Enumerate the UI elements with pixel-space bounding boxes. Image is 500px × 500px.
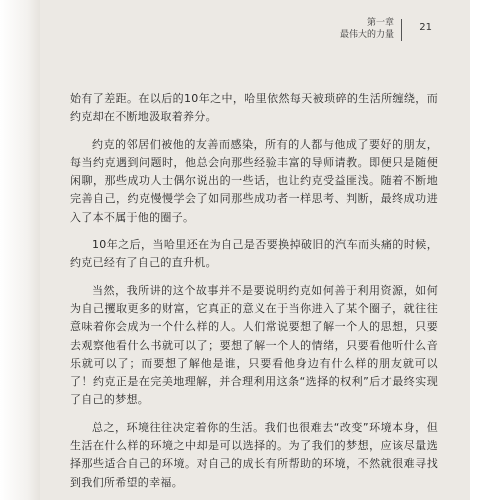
page-gutter-shadow (0, 0, 40, 500)
chapter-title: 最伟大的力量 (339, 30, 394, 40)
paragraph-5: 总之，环境往往决定着你的生活。我们也很难去“改变”环境本身，但生活在什么样的环境之中却是可以选择的。为了我们的梦想，应该尽量选择那些适合自己的环境。对自己的成长有所帮助的环境，不然就很难寻找到我们所希望的幸福。 (70, 420, 438, 489)
running-header (330, 18, 440, 52)
paragraph-2: 约克的邻居们被他的友善而感染，所有的人都与他成了要好的朋友，每当约克遇到问题时，他总会向那些经验丰富的导师请教。即便只是随便闲聊，那些成功人士偶尔说出的一些话，也让约克受益匪浅。随着不断地完善自己，约克慢慢学会了如同那些成功者一样思考、判断，最终成功进入了本不属于他的圈子。 (70, 137, 438, 224)
chapter-label: 第一章 (366, 18, 394, 28)
paragraph-3: 10年之后，当哈里还在为自己是否要换掉破旧的汽车而头痛的时候，约克已经有了自己的直升机。 (70, 238, 438, 270)
book-page (40, 0, 470, 500)
paragraph-4: 当然，我所讲的这个故事并不是要说明约克如何善于利用资源，如何为自己攫取更多的财富，它真正的意义在于当你进入了某个圈子，就往往意味着你会成为一个什么样的人。人们常说要想了解一个人的思想，只要去观察他看什么书就可以了；要想了解一个人的情绪，只要看他听什么音乐就可以了；而要想了解他是谁，只要看他身边有什么样的朋友就可以了！约克正是在完美地理解，并合理利用这条“选择的权利”后才最终实现了自己的梦想。 (70, 283, 438, 407)
body-text (70, 90, 438, 500)
page-number: 21 (419, 22, 432, 33)
header-divider (401, 19, 402, 41)
paragraph-1: 始有了差距。在以后的10年之中，哈里依然每天被琐碎的生活所缠绕，而约克却在不断地汲取着养分。 (70, 92, 438, 124)
